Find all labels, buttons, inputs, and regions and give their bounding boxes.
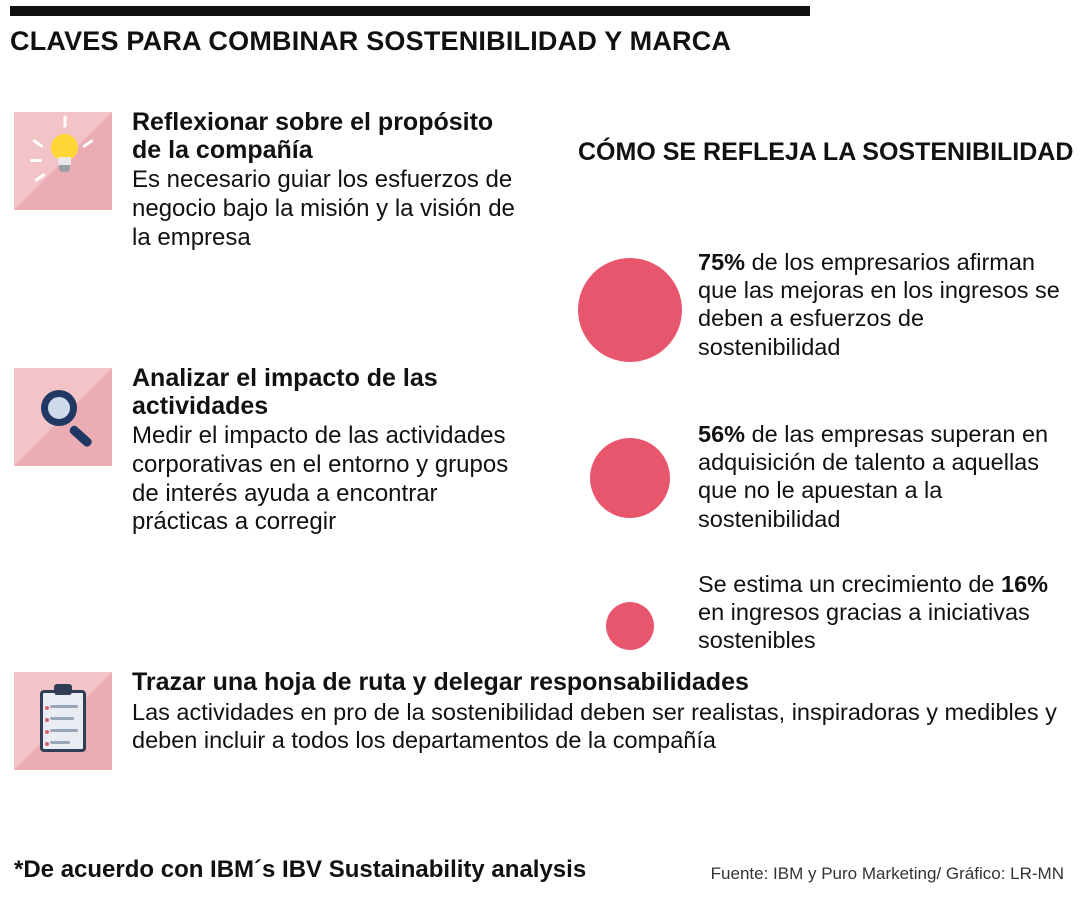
clipboard-bullet bbox=[45, 730, 49, 734]
stat-item-3-text bbox=[698, 570, 1078, 655]
page-title: CLAVES PARA COMBINAR SOSTENIBILIDAD Y MARCA bbox=[10, 26, 732, 56]
key-item-2-body: Medir el impacto de las actividades corporativas en el entorno y grupos de interés ayuda a encontrar prácticas a corregir bbox=[132, 422, 509, 536]
key-item-3-text bbox=[132, 668, 1062, 754]
clipboard-bullet bbox=[45, 742, 49, 746]
clipboard-bullet bbox=[45, 718, 49, 722]
right-panel-title: CÓMO SE REFLEJA LA SOSTENIBILIDAD bbox=[578, 138, 1074, 166]
stat-item-1-text bbox=[698, 248, 1068, 361]
footer-source: Fuente: IBM y Puro Marketing/ Gráfico: LR-MN bbox=[710, 864, 1064, 883]
stat-item-2-text bbox=[698, 420, 1078, 533]
stat-dot bbox=[606, 602, 654, 650]
clipboard-bullet bbox=[45, 706, 49, 710]
stat-dot bbox=[590, 438, 670, 518]
footer-note: *De acuerdo con IBM´s IBV Sustainability analysis bbox=[14, 856, 587, 883]
stat-item-1-value: 75% bbox=[698, 249, 746, 275]
clipboard-line bbox=[50, 729, 78, 732]
key-item-3-heading: Trazar una hoja de ruta y delegar responsabilidades bbox=[132, 668, 749, 696]
stat-item-2-description: de las empresas superan en adquisición de talento a aquellas que no le apuestan a la sostenibilidad bbox=[698, 421, 1049, 532]
bulb-ray bbox=[30, 159, 42, 162]
bulb-base bbox=[59, 165, 70, 172]
clipboard-clip bbox=[54, 684, 72, 695]
stat-item-1-description: de los empresarios afirman que las mejoras en los ingresos se deben a esfuerzos de sostenibilidad bbox=[698, 249, 1060, 360]
clipboard-icon bbox=[14, 672, 112, 770]
stat-item-3-value: 16% bbox=[1001, 571, 1049, 597]
lightbulb-icon bbox=[14, 112, 112, 210]
stat-item-2-value: 56% bbox=[698, 421, 746, 447]
clipboard-line bbox=[50, 705, 78, 708]
magnifier-lens bbox=[41, 390, 77, 426]
clipboard-line bbox=[50, 717, 74, 720]
clipboard-line bbox=[50, 741, 70, 744]
key-item-3-body: Las actividades en pro de la sostenibilidad deben ser realistas, inspiradoras y medibles y deben incluir a todos los departamentos de la compañía bbox=[132, 699, 1057, 754]
key-item-2-text bbox=[132, 364, 524, 537]
top-rule-divider bbox=[10, 6, 810, 16]
key-item-2-heading: Analizar el impacto de las actividades bbox=[132, 364, 438, 420]
key-item-1-heading: Reflexionar sobre el propósito de la compañía bbox=[132, 108, 494, 164]
stat-dot bbox=[578, 258, 682, 362]
key-item-1-text bbox=[132, 108, 524, 252]
stat-item-3-description: en ingresos gracias a iniciativas sostenibles bbox=[698, 599, 1030, 654]
magnifier-icon bbox=[14, 368, 112, 466]
key-item-1-body: Es necesario guiar los esfuerzos de negocio bajo la misión y la visión de la empresa bbox=[132, 166, 515, 251]
bulb-ray bbox=[64, 116, 67, 128]
stat-item-3-prefix: Se estima un crecimiento de bbox=[698, 571, 1002, 597]
